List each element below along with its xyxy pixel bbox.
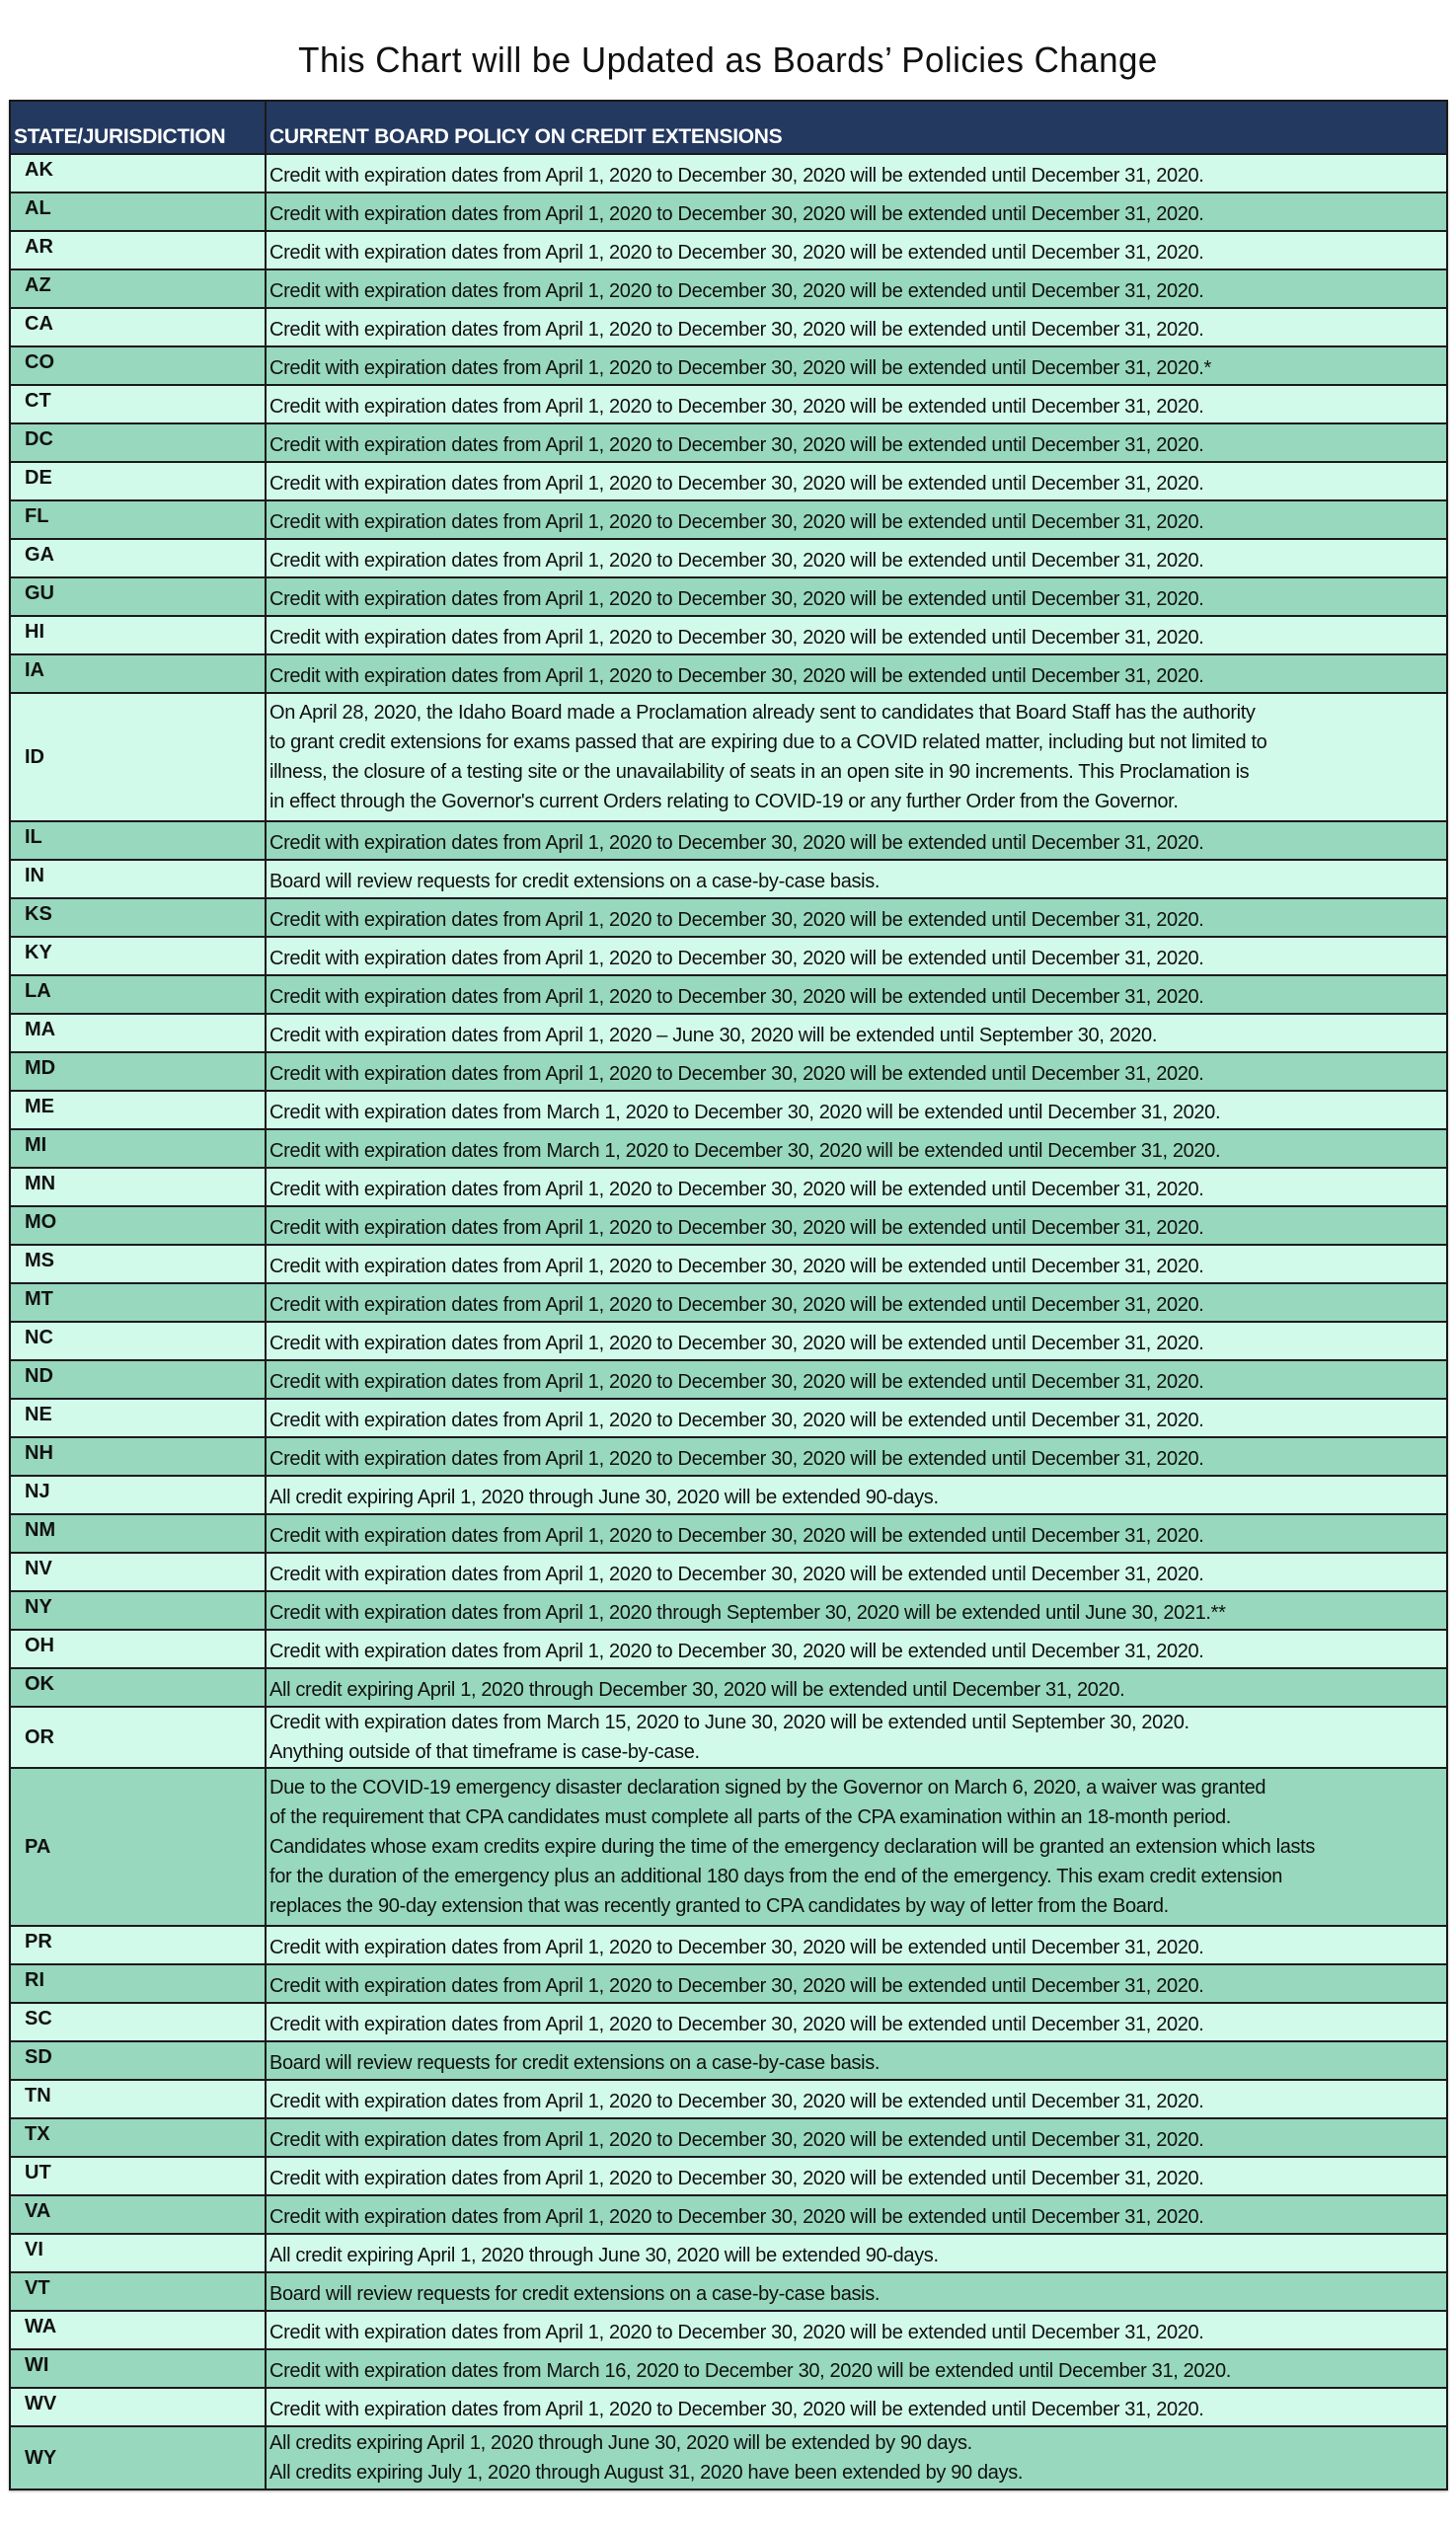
table-row <box>11 938 1446 976</box>
table-row <box>11 1169 1446 1207</box>
policy-line: Credit with expiration dates from April 1, 2020 to December 30, 2020 will be extended until December 31, 2020. <box>269 2321 1204 2343</box>
policy-text <box>267 1515 1446 1552</box>
state-code: WI <box>11 2350 267 2387</box>
policy-text <box>267 1438 1446 1475</box>
policy-text <box>267 2119 1446 2156</box>
table-row <box>11 270 1446 309</box>
state-code: IN <box>11 861 267 897</box>
policy-line: Credit with expiration dates from April 1, 2020 to December 30, 2020 will be extended until December 31, 2020. <box>269 2205 1204 2228</box>
table-row <box>11 2273 1446 2312</box>
policy-line: Anything outside of that timeframe is case-by-case. <box>269 1741 700 1763</box>
state-code: GU <box>11 578 267 615</box>
policy-line: Credit with expiration dates from April 1, 2020 to December 30, 2020 will be extended until December 31, 2020. <box>269 510 1204 533</box>
state-code: WY <box>11 2427 267 2489</box>
state-code: NY <box>11 1592 267 1629</box>
policy-line: Credit with expiration dates from April 1, 2020 to December 30, 2020 will be extended until December 31, 2020.* <box>269 356 1211 379</box>
policy-line: Board will review requests for credit extensions on a case-by-case basis. <box>269 870 881 892</box>
state-code: OH <box>11 1631 267 1667</box>
policy-text <box>267 2389 1446 2425</box>
table-row <box>11 1669 1446 1708</box>
policy-line: Credit with expiration dates from April 1, 2020 to December 30, 2020 will be extended until December 31, 2020. <box>269 1178 1204 1200</box>
policy-line: Credit with expiration dates from April 1, 2020 to December 30, 2020 will be extended until December 31, 2020. <box>269 1332 1204 1354</box>
policy-line: Credit with expiration dates from April 1, 2020 to December 30, 2020 will be extended until December 31, 2020. <box>269 626 1204 649</box>
table-row <box>11 1592 1446 1631</box>
policy-line: Credit with expiration dates from April 1, 2020 – June 30, 2020 will be extended until September 30, 2020. <box>269 1024 1158 1046</box>
policy-text <box>267 1361 1446 1398</box>
policy-line: Credit with expiration dates from April 1, 2020 to December 30, 2020 will be extended until December 31, 2020. <box>269 549 1204 572</box>
header-state: STATE/JURISDICTION <box>11 102 267 153</box>
policy-line: Credit with expiration dates from April 1, 2020 to December 30, 2020 will be extended until December 31, 2020. <box>269 1974 1204 1997</box>
policy-line: Credit with expiration dates from April 1, 2020 to December 30, 2020 will be extended until December 31, 2020. <box>269 2128 1204 2151</box>
table-row <box>11 1207 1446 1246</box>
policy-line: All credit expiring April 1, 2020 through December 30, 2020 will be extended until December 31, 2020. <box>269 1678 1125 1701</box>
state-code: UT <box>11 2158 267 2194</box>
policy-line: All credit expiring April 1, 2020 through June 30, 2020 will be extended 90-days. <box>269 1486 939 1508</box>
state-code: WV <box>11 2389 267 2425</box>
table-row <box>11 1015 1446 1053</box>
policy-text <box>267 578 1446 615</box>
policy-line: Credit with expiration dates from April 1, 2020 to December 30, 2020 will be extended until December 31, 2020. <box>269 1293 1204 1316</box>
policy-line: Credit with expiration dates from April 1, 2020 to December 30, 2020 will be extended until December 31, 2020. <box>269 1370 1204 1393</box>
policy-text <box>267 309 1446 345</box>
policy-text <box>267 1246 1446 1282</box>
policy-line: Credit with expiration dates from April 1, 2020 to December 30, 2020 will be extended until December 31, 2020. <box>269 202 1204 225</box>
table-row <box>11 1053 1446 1092</box>
table-row <box>11 578 1446 617</box>
table-row <box>11 1284 1446 1323</box>
state-code: OR <box>11 1708 267 1767</box>
state-code: SD <box>11 2042 267 2079</box>
policy-line: Credit with expiration dates from April 1, 2020 to December 30, 2020 will be extended until December 31, 2020. <box>269 985 1204 1008</box>
table-row <box>11 976 1446 1015</box>
policy-text <box>267 2350 1446 2387</box>
state-code: MD <box>11 1053 267 1090</box>
state-code: MA <box>11 1015 267 1051</box>
state-code: ID <box>11 694 267 820</box>
policy-line: Candidates whose exam credits expire during the time of the emergency declaration will be granted an extension which lasts <box>269 1836 1316 1858</box>
policy-line: Credit with expiration dates from April 1, 2020 to December 30, 2020 will be extended until December 31, 2020. <box>269 1409 1204 1431</box>
policy-text <box>267 463 1446 499</box>
policy-text <box>267 617 1446 653</box>
state-code: IA <box>11 655 267 692</box>
policy-text <box>267 193 1446 230</box>
table-row <box>11 347 1446 386</box>
table-row <box>11 2004 1446 2042</box>
policy-text <box>267 1965 1446 2002</box>
state-code: DC <box>11 424 267 461</box>
state-code: DE <box>11 463 267 499</box>
policy-text <box>267 2081 1446 2117</box>
policy-text <box>267 1477 1446 1513</box>
policy-text <box>267 347 1446 384</box>
state-code: AR <box>11 232 267 268</box>
state-code: NJ <box>11 1477 267 1513</box>
policy-line: Credit with expiration dates from April 1, 2020 to December 30, 2020 will be extended until December 31, 2020. <box>269 2167 1204 2189</box>
state-code: MT <box>11 1284 267 1321</box>
state-code: ME <box>11 1092 267 1128</box>
policy-text <box>267 2273 1446 2310</box>
policy-line: Credit with expiration dates from April 1, 2020 to December 30, 2020 will be extended until December 31, 2020. <box>269 164 1204 187</box>
table-row <box>11 655 1446 694</box>
policy-line: to grant credit extensions for exams passed that are expiring due to a COVID related matter, including but not limited to <box>269 731 1267 753</box>
policy-line: Credit with expiration dates from April 1, 2020 to December 30, 2020 will be extended until December 31, 2020. <box>269 664 1204 687</box>
state-code: PA <box>11 1769 267 1925</box>
policy-line: Credit with expiration dates from April 1, 2020 to December 30, 2020 will be extended until December 31, 2020. <box>269 2013 1204 2035</box>
table-row <box>11 1246 1446 1284</box>
table-row <box>11 2081 1446 2119</box>
table-row <box>11 309 1446 347</box>
policy-line: Credit with expiration dates from April 1, 2020 to December 30, 2020 will be extended until December 31, 2020. <box>269 587 1204 610</box>
policy-text <box>267 1554 1446 1590</box>
table-row <box>11 1130 1446 1169</box>
table-row <box>11 1323 1446 1361</box>
table-row <box>11 232 1446 270</box>
policy-line: Board will review requests for credit extensions on a case-by-case basis. <box>269 2282 881 2305</box>
table-row <box>11 1400 1446 1438</box>
policy-text <box>267 2158 1446 2194</box>
table-row <box>11 617 1446 655</box>
state-code: CA <box>11 309 267 345</box>
policy-text <box>267 976 1446 1013</box>
table-row <box>11 2235 1446 2273</box>
table-row <box>11 822 1446 861</box>
state-code: IL <box>11 822 267 859</box>
policy-text <box>267 386 1446 422</box>
state-code: SC <box>11 2004 267 2040</box>
table-row <box>11 2119 1446 2158</box>
policy-line: Credit with expiration dates from April 1, 2020 to December 30, 2020 will be extended until December 31, 2020. <box>269 1216 1204 1239</box>
policy-text <box>267 2235 1446 2271</box>
state-code: KS <box>11 899 267 936</box>
policy-text <box>267 694 1446 820</box>
policy-text <box>267 1130 1446 1167</box>
state-code: MI <box>11 1130 267 1167</box>
policy-text <box>267 1669 1446 1706</box>
policy-text <box>267 424 1446 461</box>
policy-text <box>267 1592 1446 1629</box>
policy-line: Credit with expiration dates from April 1, 2020 to December 30, 2020 will be extended until December 31, 2020. <box>269 1640 1204 1662</box>
state-code: RI <box>11 1965 267 2002</box>
policy-line: Credit with expiration dates from April 1, 2020 to December 30, 2020 will be extended until December 31, 2020. <box>269 2090 1204 2112</box>
header-policy: CURRENT BOARD POLICY ON CREDIT EXTENSIONS <box>269 125 783 148</box>
state-code: MO <box>11 1207 267 1244</box>
policy-text <box>267 822 1446 859</box>
policy-text <box>267 155 1446 191</box>
table-row <box>11 155 1446 193</box>
table-row <box>11 1769 1446 1927</box>
table-row <box>11 463 1446 501</box>
state-code: NV <box>11 1554 267 1590</box>
policy-text <box>267 899 1446 936</box>
state-code: NM <box>11 1515 267 1552</box>
table-header <box>11 102 1446 155</box>
state-code: FL <box>11 501 267 538</box>
policy-line: Credit with expiration dates from April 1, 2020 to December 30, 2020 will be extended until December 31, 2020. <box>269 279 1204 302</box>
state-code: GA <box>11 540 267 576</box>
policy-line: Credit with expiration dates from April 1, 2020 to December 30, 2020 will be extended until December 31, 2020. <box>269 1563 1204 1585</box>
policy-text <box>267 2004 1446 2040</box>
policy-text <box>267 501 1446 538</box>
policy-line: Board will review requests for credit extensions on a case-by-case basis. <box>269 2051 881 2074</box>
policy-text <box>267 1323 1446 1359</box>
state-code: NE <box>11 1400 267 1436</box>
table-row <box>11 1965 1446 2004</box>
state-code: CO <box>11 347 267 384</box>
state-code: MN <box>11 1169 267 1205</box>
policy-line: for the duration of the emergency plus an additional 180 days from the end of the emergency. This exam credit extension <box>269 1866 1283 1887</box>
policy-text <box>267 1631 1446 1667</box>
table-row <box>11 899 1446 938</box>
policy-line: of the requirement that CPA candidates must complete all parts of the CPA examination within an 18-month period. <box>269 1806 1231 1828</box>
table-row <box>11 1631 1446 1669</box>
policy-text <box>267 1053 1446 1090</box>
policy-text <box>267 655 1446 692</box>
policy-line: On April 28, 2020, the Idaho Board made a Proclamation already sent to candidates that Board Staff has the authority <box>269 702 1256 724</box>
table-row <box>11 424 1446 463</box>
state-code: PR <box>11 1927 267 1963</box>
state-code: CT <box>11 386 267 422</box>
policy-line: Credit with expiration dates from April 1, 2020 to December 30, 2020 will be extended until December 31, 2020. <box>269 318 1204 341</box>
policy-line: Credit with expiration dates from April 1, 2020 to December 30, 2020 will be extended until December 31, 2020. <box>269 947 1204 969</box>
policy-text <box>267 1927 1446 1963</box>
table-row <box>11 2427 1446 2489</box>
state-code: AZ <box>11 270 267 307</box>
table-row <box>11 193 1446 232</box>
policy-line: Credit with expiration dates from April 1, 2020 to December 30, 2020 will be extended until December 31, 2020. <box>269 472 1204 495</box>
state-code: OK <box>11 1669 267 1706</box>
table-row <box>11 1438 1446 1477</box>
state-code: ND <box>11 1361 267 1398</box>
policy-line: Credit with expiration dates from April 1, 2020 to December 30, 2020 will be extended until December 31, 2020. <box>269 395 1204 418</box>
policy-text <box>267 2312 1446 2348</box>
policy-text <box>267 1092 1446 1128</box>
table-row <box>11 1708 1446 1769</box>
policy-text <box>267 2196 1446 2233</box>
policy-text <box>267 1207 1446 1244</box>
policy-line: Credit with expiration dates from April 1, 2020 to December 30, 2020 will be extended until December 31, 2020. <box>269 1524 1204 1547</box>
table-row <box>11 694 1446 822</box>
policy-line: Credit with expiration dates from April 1, 2020 to December 30, 2020 will be extended until December 31, 2020. <box>269 1936 1204 1958</box>
table-row <box>11 501 1446 540</box>
policy-line: Credit with expiration dates from April 1, 2020 to December 30, 2020 will be extended until December 31, 2020. <box>269 2398 1204 2420</box>
policy-line: All credits expiring April 1, 2020 through June 30, 2020 will be extended by 90 days. <box>269 2432 972 2454</box>
policy-text <box>267 1400 1446 1436</box>
policy-text <box>267 2427 1446 2489</box>
policy-text <box>267 1769 1446 1925</box>
policy-line: All credits expiring July 1, 2020 through August 31, 2020 have been extended by 90 days. <box>269 2462 1024 2484</box>
state-code: HI <box>11 617 267 653</box>
policy-line: replaces the 90-day extension that was recently granted to CPA candidates by way of letter from the Board. <box>269 1895 1169 1917</box>
policy-line: Credit with expiration dates from April 1, 2020 through September 30, 2020 will be extended until June 30, 2021.** <box>269 1601 1226 1624</box>
state-code: LA <box>11 976 267 1013</box>
policy-line: in effect through the Governor's current Orders relating to COVID-19 or any further Order from the Governor. <box>269 791 1179 812</box>
table-row <box>11 1927 1446 1965</box>
policy-line: Credit with expiration dates from March 16, 2020 to December 30, 2020 will be extended until December 31, 2020. <box>269 2359 1231 2382</box>
table-row <box>11 1515 1446 1554</box>
policy-text <box>267 861 1446 897</box>
policy-line: Credit with expiration dates from April 1, 2020 to December 30, 2020 will be extended until December 31, 2020. <box>269 1447 1204 1470</box>
table-row <box>11 861 1446 899</box>
policy-text <box>267 938 1446 974</box>
policy-text <box>267 232 1446 268</box>
state-code: VI <box>11 2235 267 2271</box>
table-row <box>11 1554 1446 1592</box>
policy-line: Credit with expiration dates from April 1, 2020 to December 30, 2020 will be extended until December 31, 2020. <box>269 241 1204 264</box>
policy-line: Credit with expiration dates from April 1, 2020 to December 30, 2020 will be extended until December 31, 2020. <box>269 1255 1204 1277</box>
credit-extension-table <box>9 100 1448 2490</box>
table-row <box>11 2389 1446 2427</box>
table-row <box>11 2042 1446 2081</box>
state-code: WA <box>11 2312 267 2348</box>
policy-line: illness, the closure of a testing site or the unavailability of seats in an open site in 90 increments. This Proclamation is <box>269 761 1250 783</box>
state-code: NC <box>11 1323 267 1359</box>
policy-text <box>267 1708 1446 1767</box>
state-code: TN <box>11 2081 267 2117</box>
state-code: TX <box>11 2119 267 2156</box>
policy-line: Credit with expiration dates from April 1, 2020 to December 30, 2020 will be extended until December 31, 2020. <box>269 1062 1204 1085</box>
state-code: KY <box>11 938 267 974</box>
state-code: AL <box>11 193 267 230</box>
policy-line: Credit with expiration dates from March 1, 2020 to December 30, 2020 will be extended until December 31, 2020. <box>269 1101 1221 1123</box>
policy-line: Credit with expiration dates from April 1, 2020 to December 30, 2020 will be extended until December 31, 2020. <box>269 433 1204 456</box>
table-row <box>11 1477 1446 1515</box>
table-row <box>11 1361 1446 1400</box>
state-code: VA <box>11 2196 267 2233</box>
policy-text <box>267 1015 1446 1051</box>
table-row <box>11 2158 1446 2196</box>
policy-line: Credit with expiration dates from March 15, 2020 to June 30, 2020 will be extended until September 30, 2020. <box>269 1712 1189 1733</box>
table-row <box>11 1092 1446 1130</box>
policy-text <box>267 540 1446 576</box>
table-body <box>11 155 1446 2489</box>
table-row <box>11 2350 1446 2389</box>
policy-text <box>267 270 1446 307</box>
policy-line: Credit with expiration dates from April 1, 2020 to December 30, 2020 will be extended until December 31, 2020. <box>269 831 1204 854</box>
policy-line: Credit with expiration dates from March 1, 2020 to December 30, 2020 will be extended until December 31, 2020. <box>269 1139 1221 1162</box>
policy-line: Credit with expiration dates from April 1, 2020 to December 30, 2020 will be extended until December 31, 2020. <box>269 908 1204 931</box>
policy-line: All credit expiring April 1, 2020 through June 30, 2020 will be extended 90-days. <box>269 2244 939 2266</box>
table-row <box>11 386 1446 424</box>
policy-line: Due to the COVID-19 emergency disaster declaration signed by the Governor on March 6, 2020, a waiver was granted <box>269 1777 1266 1799</box>
table-row <box>11 540 1446 578</box>
policy-text <box>267 1284 1446 1321</box>
policy-text <box>267 1169 1446 1205</box>
state-code: VT <box>11 2273 267 2310</box>
policy-text <box>267 2042 1446 2079</box>
table-row <box>11 2196 1446 2235</box>
state-code: MS <box>11 1246 267 1282</box>
state-code: NH <box>11 1438 267 1475</box>
table-row <box>11 2312 1446 2350</box>
state-code: AK <box>11 155 267 191</box>
page-title: This Chart will be Updated as Boards’ Policies Change <box>298 39 1158 80</box>
